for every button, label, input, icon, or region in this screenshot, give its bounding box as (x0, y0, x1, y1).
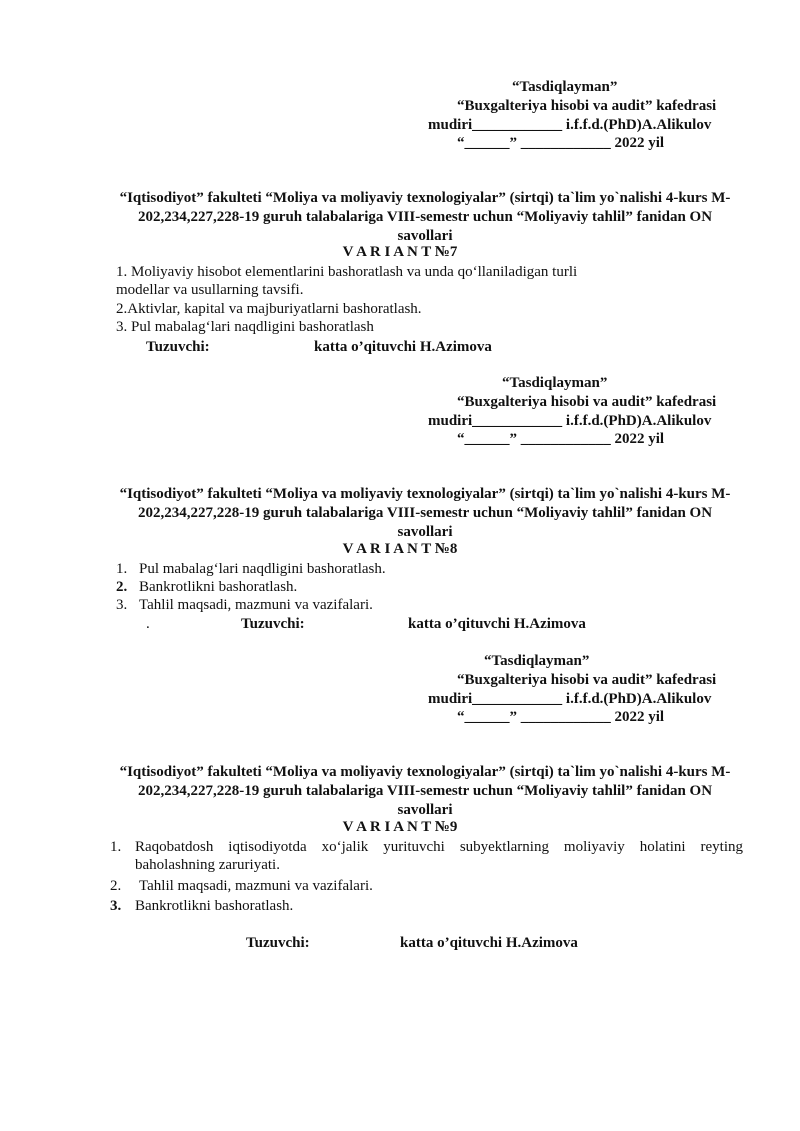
approval-head: mudiri____________ i.f.f.d.(PhD)A.Alikulov (428, 691, 712, 707)
approval-department: “Buxgalteriya hisobi va audit” kafedrasi (457, 394, 717, 410)
approval-head: mudiri____________ i.f.f.d.(PhD)A.Alikulov (428, 117, 712, 133)
variant-number: V A R I A N T №8 (342, 541, 458, 557)
question-number: 3. (116, 597, 128, 613)
author-label: Tuzuvchi: (246, 935, 310, 951)
question-text: Pul mabalag‘lari naqdligini bashoratlash. (139, 561, 386, 577)
stray-dot: . (146, 616, 150, 632)
question-number: 2. (110, 878, 122, 894)
question-item (110, 838, 743, 873)
approval-head: mudiri____________ i.f.f.d.(PhD)A.Alikulov (428, 413, 712, 429)
author-name: katta o’qituvchi H.Azimova (408, 616, 586, 632)
question-text: Bankrotlikni bashoratlash. (135, 898, 294, 914)
variant-number: V A R I A N T №9 (342, 819, 458, 835)
question-text: Raqobatdosh iqtisodiyotda xo‘jalik yurituvchi subyektlarning moliyaviy holatini reyting baholashning zaruriyati. (135, 839, 743, 873)
question-text: Tahlil maqsadi, mazmuni va vazifalari. (139, 597, 373, 613)
question-text: Bankrotlikni bashoratlash. (139, 579, 298, 595)
approval-heading: “Tasdiqlayman” (512, 79, 618, 95)
document-title: “Iqtisodiyot” fakulteti “Moliya va moliyaviy texnologiyalar” (sirtqi) ta`lim yo`nalishi 4-kurs M-202,234,227,228-19 guruh talabalariga VIII-semestr uchun “Moliyaviy tahlil” fanidan ON savollari (119, 190, 731, 244)
author-name: katta o’qituvchi H.Azimova (314, 339, 492, 355)
question-number: 3. (110, 898, 122, 914)
author-name: katta o’qituvchi H.Azimova (400, 935, 578, 951)
question-number: 1. (110, 839, 122, 855)
question-item (110, 897, 294, 915)
question-number: 2. (116, 579, 128, 595)
author-label: Tuzuvchi: (241, 616, 305, 632)
approval-heading: “Tasdiqlayman” (502, 375, 608, 391)
variant-number: V A R I A N T №7 (342, 244, 458, 260)
question-text: Tahlil maqsadi, mazmuni va vazifalari. (139, 878, 373, 894)
author-label: Tuzuvchi: (146, 339, 210, 355)
question-item (110, 877, 373, 895)
approval-department: “Buxgalteriya hisobi va audit” kafedrasi (457, 672, 717, 688)
document-title: “Iqtisodiyot” fakulteti “Moliya va moliyaviy texnologiyalar” (sirtqi) ta`lim yo`nalishi 4-kurs M-202,234,227,228-19 guruh talabalariga VIII-semestr uchun “Moliyaviy tahlil” fanidan ON savollari (119, 764, 731, 818)
approval-date: “______” ____________ 2022 yil (457, 709, 665, 725)
question-item (116, 560, 386, 578)
approval-date: “______” ____________ 2022 yil (457, 431, 665, 447)
approval-heading: “Tasdiqlayman” (484, 653, 590, 669)
approval-date: “______” ____________ 2022 yil (457, 135, 665, 151)
approval-department: “Buxgalteriya hisobi va audit” kafedrasi (457, 98, 717, 114)
document-title: “Iqtisodiyot” fakulteti “Moliya va moliyaviy texnologiyalar” (sirtqi) ta`lim yo`nalishi 4-kurs M-202,234,227,228-19 guruh talabalariga VIII-semestr uchun “Moliyaviy tahlil” fanidan ON savollari (119, 486, 731, 540)
question-item-continued: modellar va usullarning tavsifi. (116, 282, 304, 298)
question-number: 1. (116, 561, 128, 577)
question-item: 1. Moliyaviy hisobot elementlarini bashoratlash va unda qo‘llaniladigan turli (116, 264, 578, 280)
question-item (116, 596, 373, 614)
question-item (116, 578, 298, 596)
question-item: 2.Aktivlar, kapital va majburiyatlarni bashoratlash. (116, 301, 422, 317)
question-item: 3. Pul mabalag‘lari naqdligini bashoratlash (116, 319, 374, 335)
